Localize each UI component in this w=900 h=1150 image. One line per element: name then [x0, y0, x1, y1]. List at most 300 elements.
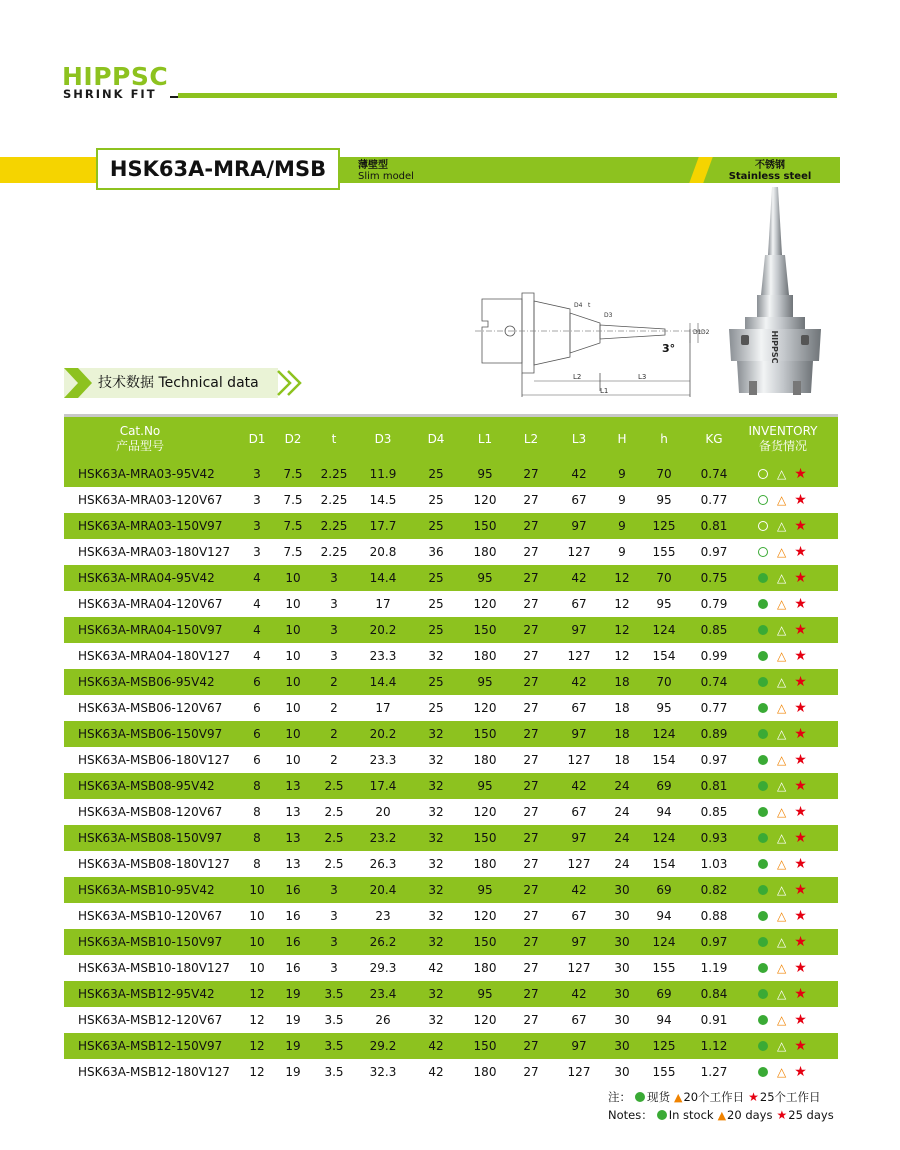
double-chevron-icon	[276, 368, 306, 398]
cell-d2: 13	[285, 857, 301, 871]
cell-cat-no: HSK63A-MRA04-95V42	[78, 571, 215, 585]
cell-l3: 67	[571, 805, 587, 819]
cell-d3: 14.5	[369, 493, 397, 507]
filled-circle-icon	[758, 833, 768, 843]
cell-l3: 67	[571, 493, 587, 507]
inventory-status	[758, 721, 807, 747]
empty-circle-icon	[758, 495, 768, 505]
star-icon: ★	[794, 700, 807, 716]
triangle-icon: △	[777, 493, 787, 507]
cell-h: 24	[614, 857, 630, 871]
cell-cat-no: HSK63A-MRA03-180V127	[78, 545, 231, 559]
cell-kg: 0.77	[700, 701, 728, 715]
star-icon: ★	[794, 596, 807, 612]
cell-d1: 4	[253, 571, 261, 585]
star-icon: ★	[794, 934, 807, 950]
filled-circle-icon	[758, 755, 768, 765]
cell-l3: 97	[571, 519, 587, 533]
cell-d1: 8	[253, 805, 261, 819]
cell-d1: 8	[253, 779, 261, 793]
filled-circle-icon	[758, 1041, 768, 1051]
cell-h: 69	[656, 987, 672, 1001]
cell-cat-no: HSK63A-MSB06-180V127	[78, 753, 230, 767]
cell-l2: 27	[523, 571, 539, 585]
cell-kg: 0.85	[700, 805, 728, 819]
inventory-status	[758, 929, 807, 955]
cell-l3: 127	[567, 857, 591, 871]
cell-l1: 95	[477, 571, 493, 585]
filled-circle-icon	[657, 1110, 667, 1120]
cell-h: 9	[618, 493, 626, 507]
header-cat-en: Cat.No	[119, 424, 161, 438]
cell-t: 3.5	[324, 1039, 344, 1053]
notes-cn-prefix: 注：	[608, 1090, 631, 1104]
notes-cn-20: 20个工作日	[683, 1090, 745, 1104]
cell-d2: 19	[285, 1039, 301, 1053]
star-icon: ★	[794, 674, 807, 690]
cell-h: 30	[614, 909, 630, 923]
cell-d4: 32	[428, 649, 444, 663]
cell-d3: 20	[375, 805, 391, 819]
filled-circle-icon	[758, 599, 768, 609]
table-row	[64, 461, 838, 487]
inventory-status	[758, 591, 807, 617]
star-icon: ★	[794, 908, 807, 924]
cell-t: 2.25	[320, 493, 348, 507]
cell-l3: 67	[571, 1013, 587, 1027]
drawing-label-l1: L1	[600, 387, 609, 395]
cell-l1: 120	[473, 805, 497, 819]
product-collar	[745, 317, 805, 329]
table-row	[64, 903, 838, 929]
product-neck	[757, 295, 793, 317]
cell-l2: 27	[523, 701, 539, 715]
cell-l1: 150	[473, 623, 497, 637]
cell-d2: 10	[285, 753, 301, 767]
cell-d3: 17	[375, 597, 391, 611]
star-icon: ★	[794, 1064, 807, 1080]
cell-l1: 95	[477, 987, 493, 1001]
cell-d4: 32	[428, 831, 444, 845]
cell-d3: 17.4	[369, 779, 397, 793]
header-d3: D3	[374, 431, 392, 446]
header-l1: L1	[477, 431, 493, 446]
drawing-shank	[570, 313, 600, 353]
filled-circle-icon	[635, 1092, 645, 1102]
cell-l3: 97	[571, 935, 587, 949]
cell-l3: 42	[571, 467, 587, 481]
cell-cat-no: HSK63A-MSB10-95V42	[78, 883, 215, 897]
cell-t: 3.5	[324, 1065, 344, 1079]
inventory-status	[758, 461, 807, 487]
cell-l1: 180	[473, 857, 497, 871]
cell-d4: 42	[428, 961, 444, 975]
cell-cat-no: HSK63A-MSB10-180V127	[78, 961, 230, 975]
triangle-icon: △	[777, 597, 787, 611]
header-inv-en: INVENTORY	[748, 424, 818, 438]
cell-t: 3	[330, 935, 338, 949]
cell-d4: 32	[428, 727, 444, 741]
cell-l2: 27	[523, 519, 539, 533]
cell-h: 18	[614, 701, 630, 715]
cell-h: 18	[614, 727, 630, 741]
cell-kg: 0.93	[700, 831, 728, 845]
cell-d3: 23.3	[369, 753, 397, 767]
cell-kg: 0.84	[700, 987, 728, 1001]
cell-d1: 10	[249, 883, 265, 897]
cell-t: 3	[330, 597, 338, 611]
cell-l2: 27	[523, 935, 539, 949]
cell-d1: 10	[249, 909, 265, 923]
triangle-icon: ▲	[674, 1091, 683, 1104]
filled-circle-icon	[758, 885, 768, 895]
cell-kg: 0.97	[700, 935, 728, 949]
filled-circle-icon	[758, 989, 768, 999]
cell-t: 3	[330, 649, 338, 663]
cell-h: 9	[618, 545, 626, 559]
notes-cn-stock: 现货	[647, 1090, 670, 1104]
drawing-body	[534, 301, 570, 365]
cell-h: 70	[656, 675, 672, 689]
drawing-label-l2: L2	[573, 373, 582, 381]
cell-h: 124	[652, 727, 676, 741]
star-icon: ★	[794, 960, 807, 976]
cell-h: 95	[656, 597, 672, 611]
inventory-status	[758, 1059, 807, 1085]
table-row	[64, 487, 838, 513]
section-heading: 技术数据 Technical data	[98, 375, 259, 391]
cell-h: 125	[652, 519, 676, 533]
cell-h: 154	[652, 753, 676, 767]
cell-kg: 0.74	[700, 467, 728, 481]
triangle-icon: ▲	[717, 1109, 727, 1122]
cell-d2: 7.5	[283, 493, 303, 507]
cell-h: 154	[652, 857, 676, 871]
cell-l1: 150	[473, 1039, 497, 1053]
filled-circle-icon	[758, 937, 768, 947]
triangle-icon: △	[777, 623, 787, 637]
cell-l2: 27	[523, 623, 539, 637]
notes-en-20: 20 days	[727, 1108, 773, 1122]
cell-l3: 127	[567, 649, 591, 663]
notes-en	[608, 1108, 834, 1123]
cell-cat-no: HSK63A-MSB06-150V97	[78, 727, 223, 741]
cell-d3: 23.4	[369, 987, 397, 1001]
cell-d4: 32	[428, 753, 444, 767]
cell-l2: 27	[523, 909, 539, 923]
cell-t: 2.25	[320, 545, 348, 559]
cell-d1: 12	[249, 1013, 265, 1027]
table-body	[64, 461, 838, 1085]
brand-logo: HIPPSC	[62, 62, 169, 91]
header-t: t	[331, 431, 337, 446]
header-inv-cn: 备货情况	[758, 439, 807, 453]
table-row	[64, 955, 838, 981]
star-icon: ★	[748, 1090, 759, 1104]
table-row	[64, 721, 838, 747]
table-row	[64, 929, 838, 955]
cell-d1: 4	[253, 623, 261, 637]
inventory-status	[758, 513, 807, 539]
cell-l3: 97	[571, 1039, 587, 1053]
table-row	[64, 565, 838, 591]
star-icon: ★	[794, 1038, 807, 1054]
cell-kg: 1.03	[700, 857, 728, 871]
star-icon: ★	[794, 544, 807, 560]
triangle-icon: △	[777, 987, 787, 1001]
cell-l1: 120	[473, 597, 497, 611]
cell-d3: 23.2	[369, 831, 397, 845]
cell-h: 30	[614, 987, 630, 1001]
cell-l1: 180	[473, 649, 497, 663]
inventory-status	[758, 877, 807, 903]
cell-l1: 180	[473, 1065, 497, 1079]
title-band-accent	[0, 157, 100, 183]
drawing-angle: 3°	[662, 342, 676, 355]
product-marking-logo	[770, 330, 779, 363]
header-d4: D4	[427, 431, 445, 446]
cell-d1: 6	[253, 701, 261, 715]
cell-cat-no: HSK63A-MSB08-180V127	[78, 857, 230, 871]
cell-h: 30	[614, 1065, 630, 1079]
empty-circle-icon	[758, 521, 768, 531]
cell-l1: 120	[473, 493, 497, 507]
table-row	[64, 799, 838, 825]
cell-kg: 0.97	[700, 545, 728, 559]
star-icon: ★	[794, 518, 807, 534]
cell-l1: 120	[473, 1013, 497, 1027]
cell-h: 95	[656, 493, 672, 507]
cell-d3: 14.4	[369, 571, 397, 585]
cell-d3: 17	[375, 701, 391, 715]
empty-circle-icon	[758, 547, 768, 557]
inventory-status	[758, 799, 807, 825]
cell-cat-no: HSK63A-MRA04-120V67	[78, 597, 223, 611]
cell-l3: 42	[571, 571, 587, 585]
drawing-label-l3: L3	[638, 373, 647, 381]
cell-h: 12	[614, 597, 630, 611]
page-title: HSK63A-MRA/MSB	[109, 157, 327, 181]
filled-circle-icon	[758, 729, 768, 739]
filled-circle-icon	[758, 703, 768, 713]
triangle-icon: △	[777, 701, 787, 715]
triangle-icon: △	[777, 727, 787, 741]
spec-table	[64, 414, 838, 1085]
cell-d2: 16	[285, 935, 301, 949]
inventory-status	[758, 617, 807, 643]
triangle-icon: △	[777, 883, 787, 897]
cell-d4: 25	[428, 701, 444, 715]
cell-d2: 13	[285, 779, 301, 793]
inventory-status	[758, 1007, 807, 1033]
star-icon: ★	[794, 622, 807, 638]
cell-d2: 13	[285, 831, 301, 845]
cell-d2: 10	[285, 675, 301, 689]
triangle-icon: △	[777, 935, 787, 949]
cell-h: 124	[652, 935, 676, 949]
cell-cat-no: HSK63A-MSB08-150V97	[78, 831, 223, 845]
cell-d3: 29.2	[369, 1039, 397, 1053]
cell-h: 155	[652, 961, 676, 975]
cell-h: 9	[618, 467, 626, 481]
header-l3: L3	[571, 431, 587, 446]
cell-d4: 32	[428, 883, 444, 897]
cell-d4: 42	[428, 1065, 444, 1079]
cell-d3: 29.3	[369, 961, 397, 975]
cell-d2: 19	[285, 1013, 301, 1027]
inventory-status	[758, 669, 807, 695]
cell-kg: 0.75	[700, 571, 728, 585]
subtitle-cn: 薄壁型	[358, 160, 388, 171]
cell-d1: 8	[253, 857, 261, 871]
cell-h: 9	[618, 519, 626, 533]
table-row	[64, 747, 838, 773]
cell-t: 2	[330, 727, 338, 741]
cell-cat-no: HSK63A-MRA03-95V42	[78, 467, 215, 481]
cell-cat-no: HSK63A-MRA03-120V67	[78, 493, 223, 507]
cell-d3: 17.7	[369, 519, 397, 533]
cell-l3: 127	[567, 1065, 591, 1079]
cell-cat-no: HSK63A-MSB12-150V97	[78, 1039, 223, 1053]
cell-kg: 0.81	[700, 779, 728, 793]
triangle-icon: △	[777, 649, 787, 663]
cell-t: 3	[330, 883, 338, 897]
inventory-status	[758, 747, 807, 773]
cell-l3: 127	[567, 961, 591, 975]
cell-d1: 6	[253, 753, 261, 767]
cell-kg: 0.82	[700, 883, 728, 897]
cell-d4: 36	[428, 545, 444, 559]
cell-h: 30	[614, 1013, 630, 1027]
inventory-status	[758, 1033, 807, 1059]
triangle-icon: △	[777, 961, 787, 975]
notes-en-prefix: Notes：	[608, 1108, 653, 1122]
triangle-icon: △	[777, 909, 787, 923]
cell-d3: 23.3	[369, 649, 397, 663]
cell-d4: 42	[428, 1039, 444, 1053]
triangle-icon: △	[777, 1065, 787, 1079]
drawing-label-d2: D2	[701, 329, 710, 336]
cell-cat-no: HSK63A-MSB12-120V67	[78, 1013, 223, 1027]
cell-d2: 7.5	[283, 467, 303, 481]
cell-l3: 42	[571, 779, 587, 793]
cell-l1: 95	[477, 883, 493, 897]
cell-d2: 10	[285, 701, 301, 715]
cell-l1: 120	[473, 909, 497, 923]
product-marking: HIPPSC	[770, 330, 779, 364]
cell-d2: 7.5	[283, 545, 303, 559]
cell-l2: 27	[523, 1013, 539, 1027]
inventory-status	[758, 851, 807, 877]
cell-d1: 3	[253, 519, 261, 533]
cell-kg: 1.12	[700, 1039, 728, 1053]
cell-h: 24	[614, 805, 630, 819]
cell-l2: 27	[523, 805, 539, 819]
star-icon: ★	[794, 778, 807, 794]
product-shank	[761, 255, 789, 295]
cell-d1: 6	[253, 727, 261, 741]
cell-t: 3.5	[324, 1013, 344, 1027]
inventory-status	[758, 773, 807, 799]
cell-l3: 67	[571, 701, 587, 715]
cell-d2: 13	[285, 805, 301, 819]
header-h-upper: H	[617, 431, 627, 446]
cell-l1: 120	[473, 701, 497, 715]
cell-d1: 4	[253, 597, 261, 611]
table-row	[64, 773, 838, 799]
cell-h: 124	[652, 623, 676, 637]
header-h-lower: h	[660, 431, 668, 446]
inventory-status	[758, 487, 807, 513]
cell-t: 3	[330, 961, 338, 975]
table-header	[64, 414, 838, 461]
header-d1: D1	[248, 431, 266, 446]
table-row	[64, 591, 838, 617]
cell-h: 70	[656, 571, 672, 585]
cell-t: 3	[330, 909, 338, 923]
cell-d3: 26.3	[369, 857, 397, 871]
cell-l2: 27	[523, 467, 539, 481]
cell-kg: 1.19	[700, 961, 728, 975]
cell-cat-no: HSK63A-MSB12-95V42	[78, 987, 215, 1001]
filled-circle-icon	[758, 911, 768, 921]
cell-cat-no: HSK63A-MSB08-120V67	[78, 805, 223, 819]
inventory-status	[758, 903, 807, 929]
inventory-status	[758, 955, 807, 981]
header-cat	[64, 417, 216, 461]
cell-kg: 0.77	[700, 493, 728, 507]
cell-d2: 10	[285, 597, 301, 611]
filled-circle-icon	[758, 1015, 768, 1025]
cell-d3: 20.4	[369, 883, 397, 897]
cell-cat-no: HSK63A-MSB10-120V67	[78, 909, 223, 923]
cell-l1: 150	[473, 727, 497, 741]
cell-kg: 0.88	[700, 909, 728, 923]
cell-t: 3	[330, 571, 338, 585]
cell-h: 30	[614, 1039, 630, 1053]
cell-d4: 32	[428, 1013, 444, 1027]
inventory-status	[758, 695, 807, 721]
cell-h: 124	[652, 831, 676, 845]
table-row	[64, 539, 838, 565]
star-icon: ★	[794, 986, 807, 1002]
inventory-status	[758, 565, 807, 591]
inventory-status	[758, 825, 807, 851]
cell-d1: 12	[249, 987, 265, 1001]
cell-d4: 25	[428, 675, 444, 689]
cell-h: 30	[614, 935, 630, 949]
cell-l3: 67	[571, 597, 587, 611]
cell-t: 2.25	[320, 467, 348, 481]
cell-kg: 1.27	[700, 1065, 728, 1079]
drawing-nose	[600, 325, 665, 339]
cell-h: 24	[614, 779, 630, 793]
filled-circle-icon	[758, 781, 768, 791]
cell-l1: 95	[477, 675, 493, 689]
filled-circle-icon	[758, 625, 768, 635]
triangle-icon: △	[777, 571, 787, 585]
cell-cat-no: HSK63A-MSB06-95V42	[78, 675, 215, 689]
cell-d1: 12	[249, 1065, 265, 1079]
cell-cat-no: HSK63A-MSB12-180V127	[78, 1065, 230, 1079]
cell-d3: 20.2	[369, 623, 397, 637]
table-row	[64, 1059, 838, 1085]
empty-circle-icon	[758, 469, 768, 479]
cell-d2: 16	[285, 961, 301, 975]
inventory-status	[758, 643, 807, 669]
cell-h: 70	[656, 467, 672, 481]
cell-l2: 27	[523, 649, 539, 663]
